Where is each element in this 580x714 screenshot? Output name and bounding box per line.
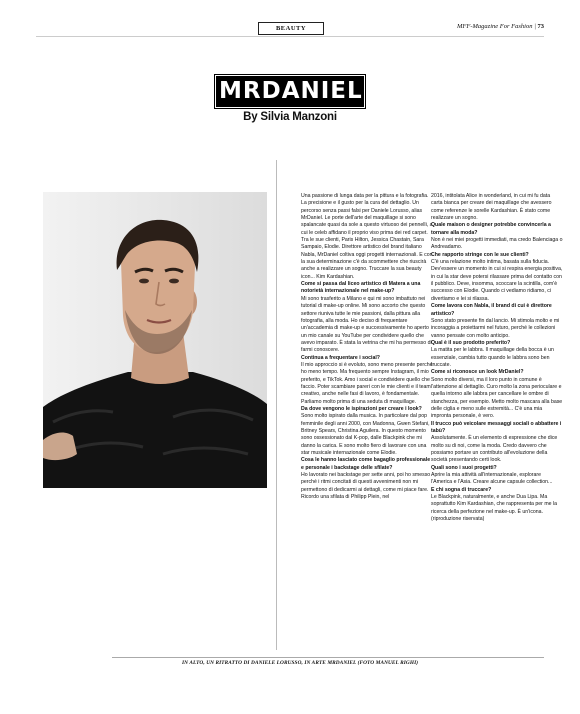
article-column-1 (301, 193, 433, 501)
article-paragraph: La matita per le labbra. Il maquillage della bocca è un essenziale, cambia tutto quando le labbra sono ben truccate. (431, 347, 554, 368)
interview-question: Quali sono i suoi progetti? (431, 464, 497, 471)
article-column-2 (431, 193, 563, 523)
header-separator: | (534, 23, 536, 30)
article-paragraph: Sono stato presente fin dal lancio. Mi stimola molto e mi incoraggia a proiettarmi nel futuro, perché le collezioni vanno pensate con molto anticipo. (431, 317, 560, 339)
interview-question: Qual è il suo prodotto preferito? (431, 339, 511, 346)
column-divider (276, 160, 277, 650)
article-paragraph: Sono molto ispirato dalla musica. In particolare dal pop femminile degli anni 2000, con Madonna, Gwen Stefani, Britney Spears, Christina Aguilera. In questo momento sono ossessionato dal K-pop, dalle Blackpink che mi danno la carica. E sono molto fiero di lavorare con una star musicale internazionale come Elodie. (301, 413, 430, 457)
portrait-illustration (43, 192, 267, 488)
interview-question: E chi sogna di truccare? (431, 486, 492, 493)
interview-question: Continua a frequentare i social? (301, 354, 380, 361)
interview-question: Come si passa dal liceo artistico di Matera a una notorietà internazionale nel make-up? (301, 281, 421, 295)
running-header (457, 23, 544, 30)
article-paragraph: Le Blackpink, naturalmente, e anche Dua Lipa. Ma soprattutto Kim Kardashian, che rappresenta per me la ricerca della perfezione nel make-up. È un'icona. (riproduzione riservata) (431, 494, 558, 523)
article-paragraph: Mi sono trasferito a Milano e qui mi sono imbattuto nei tutorial di make-up online. Mi sono accorto che questo settore riuniva tutte le mie passioni, dalla pittura alla fotografia, alla moda. Ho deciso di frequentare un'accademia di make-up e successivamente ho aperto un mio canale su YouTube per condividere quello che avevo imparato. È stata la vetrina che mi ha permesso di farmi conoscere. (301, 295, 432, 354)
article-paragraph: Ho lavorato nei backstage per sette anni, poi ho smesso perché i ritmi concitati di questi avvenimenti non mi permettono di dedicarmi ai dettagli, come mi piace fare. Ricordo una sfilata di Philipp Plein, nel (301, 472, 431, 501)
article-byline: By Silvia Manzoni (243, 111, 337, 123)
page-number: 73 (537, 23, 544, 30)
interview-question: Come si riconosce un look MrDaniel? (431, 369, 524, 376)
article-paragraph: C'è una relazione molto intima, basata sulla fiducia. Dev'essere un momento in cui si respira energia positiva, in cui la star deve potersi rilassare prima del contatto con il pubblico. Deve, insomma, scoccare la scintilla, com'è successo con Elodie. Quando ci vediamo ridiamo, ci divertiamo e lei si rilassa. (431, 259, 563, 302)
interview-question: Il trucco può veicolare messaggi sociali o abbattere i tabù? (431, 420, 562, 434)
interview-question: Quale maison o designer potrebbe convincerla a tornare alla moda? (431, 222, 551, 236)
interview-question: Cosa le hanno lasciato come bagaglio professionale e personale i backstage delle sfilate? (301, 457, 431, 471)
footer-rule (112, 657, 544, 658)
article-paragraph: Il mio approccio si è evoluto, sono meno presente perché ho meno tempo. Ma frequento sempre Instagram, il mio preferito, e TikTok. Amo i social e condividere quello che faccio. Poter scambiare pareri con le mie clienti e il team creativo, anche nelle fasi di lavoro, è fondamentale. Parliamo molto prima di una seduta di maquillage. (301, 361, 433, 405)
interview-question: Che rapporto stringe con le sue clienti? (431, 251, 529, 258)
article-paragraph: Assolutamente. È un elemento di espressione che dice molto su di noi, come la moda. Credo davvero che possiamo portare un contributo all'evoluzione della società presentando certi look. (431, 435, 558, 464)
interview-question: Come lavora con Nabla, il brand di cui è direttore artistico? (431, 303, 552, 317)
article-paragraph: Aprire la mia attività all'internazionale, esplorare l'America e l'Asia. Creare alcune capsule collection... (431, 472, 553, 486)
article-paragraph: 2016, intitolata Alice in wonderland, in cui mi fu data carta bianca per creare dei maquillage che avessero come referenze le sorelle Kardashian. È stato come realizzare un sogno. (431, 193, 552, 222)
section-tag: BEAUTY (258, 22, 324, 35)
photo-caption: IN ALTO, UN RITRATTO DI DANIELE LORUSSO, IN ARTE MRDANIEL (FOTO MANUEL RIGHI) (182, 660, 419, 666)
header-rule (36, 36, 544, 37)
article-paragraph: Sono molto diversi, ma il loro punto in comune è l'attenzione al dettaglio. Curo molto la zona perioculare e quella intorno alle labbra per cancellare le ombre di stanchezza, per esempio. Metto molto mascara alla base delle ciglia e meno sulle estremità... C'è una mia impronta personale, è vero. (431, 376, 563, 420)
interview-question: Da dove vengono le ispirazioni per creare i look? (301, 405, 422, 412)
portrait-photo (43, 192, 267, 488)
article-title: MRDANIEL (216, 76, 364, 107)
magazine-name: MFF-Magazine For Fashion (456, 23, 533, 30)
article-paragraph: Non è nei miei progetti immediati, ma credo Balenciaga o Andreadamo. (431, 237, 563, 251)
article-paragraph: Una passione di lunga data per la pittura e la fotografia. La precisione e il gusto per la cura del dettaglio. Un percorso senza passi falsi per Daniele Lorusso, alias MrDaniel. Le porte dell'arte del maquillage si sono spalancate quasi da sole a questo virtuoso dei pennelli, a cui le celeb affidano il proprio viso prima dei red carpet. Tra le sue clienti, Paris Hilton, Jessica Chastain, Sara Sampaio, Elodie. Direttore artistico del brand italiano Nabla, MrDaniel coltiva oggi progetti internazionali. E con la sua determinazione c'è da scommettere che riuscirà anche a realizzare un sogno. Truccare la sua beauty icon... Kim Kardashian. (301, 193, 433, 280)
